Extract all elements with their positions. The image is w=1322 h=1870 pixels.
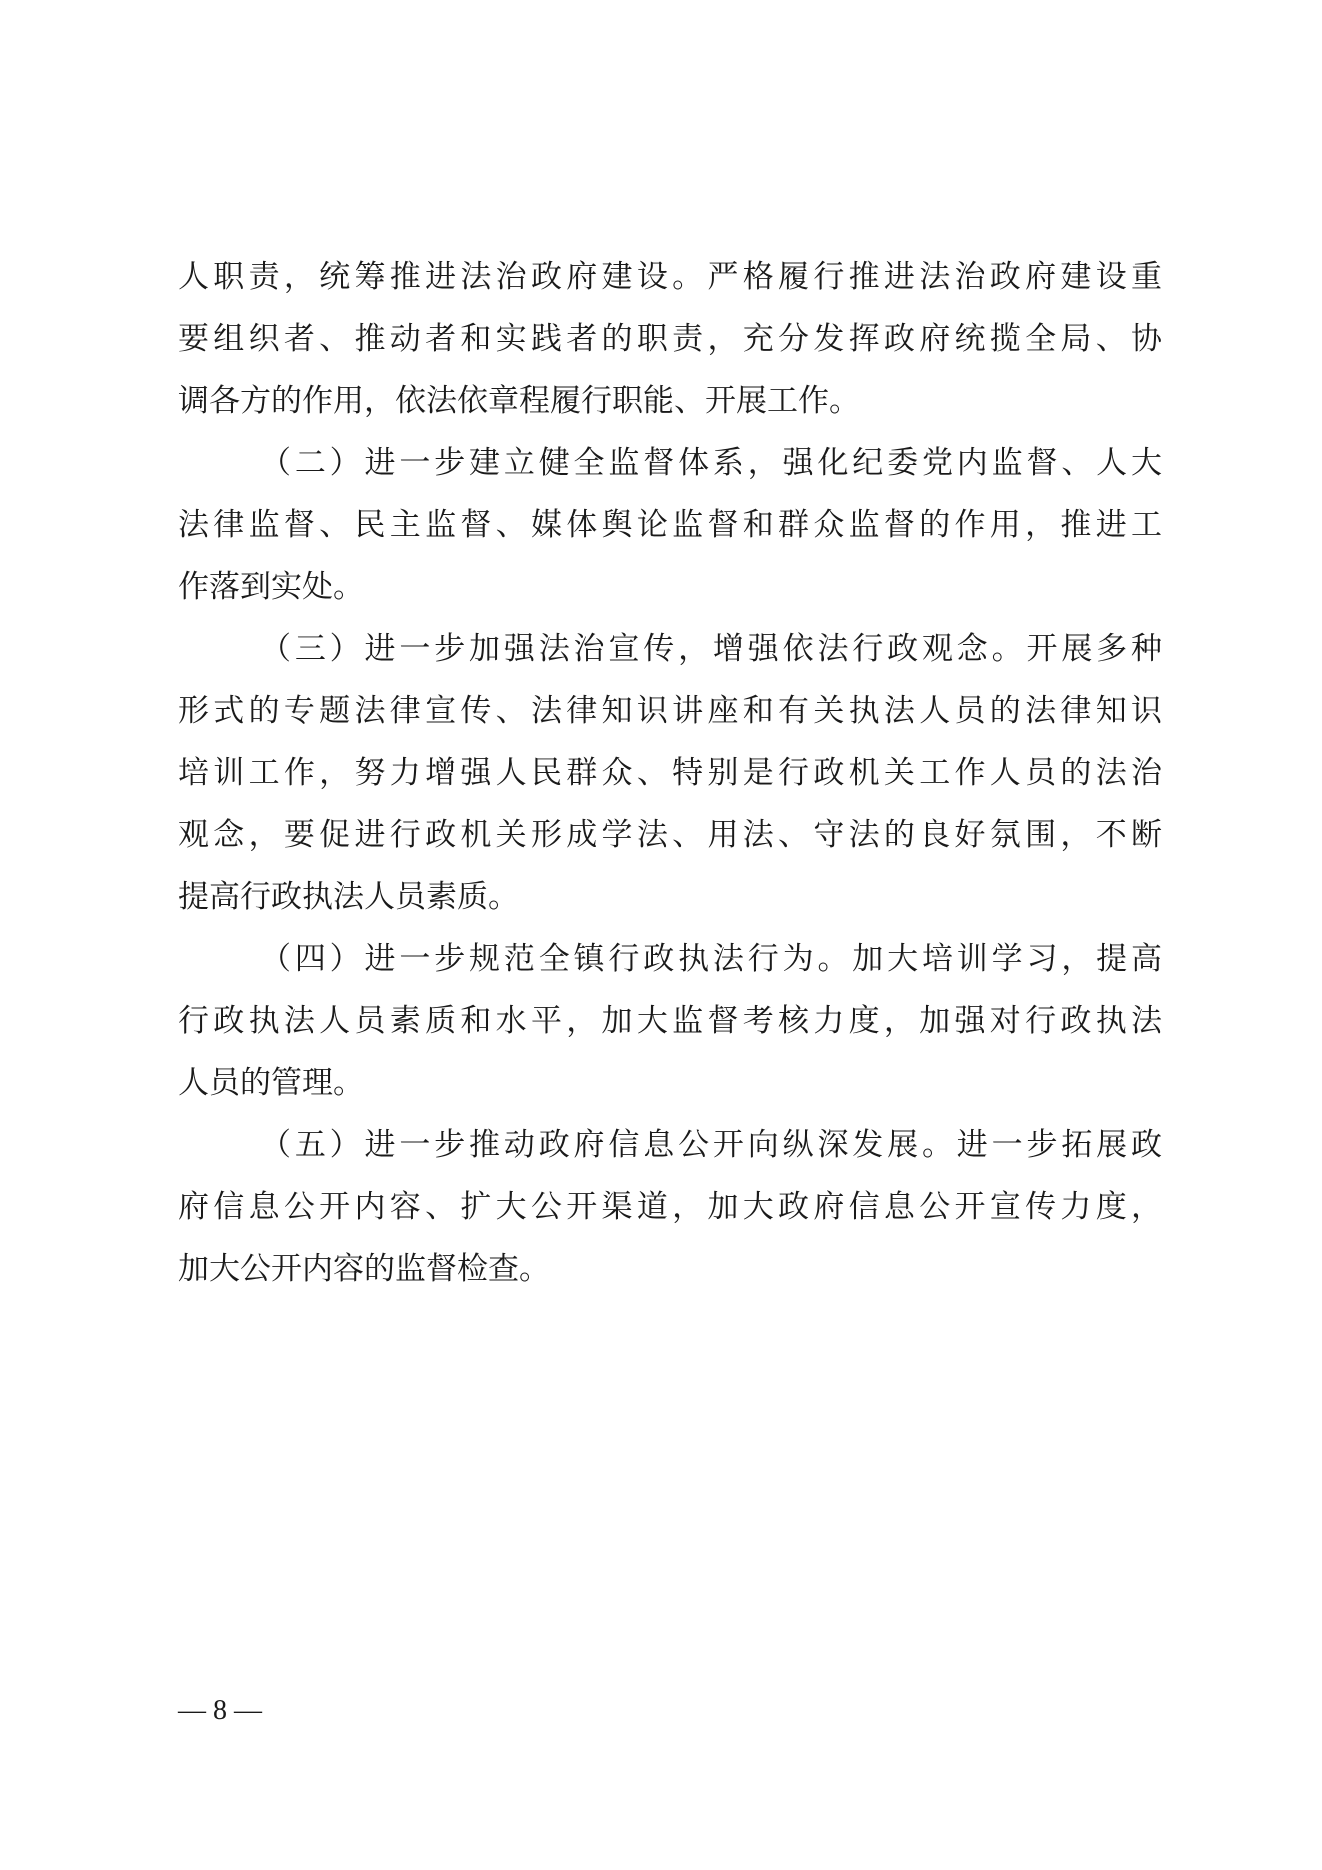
text-line: 法律监督、民主监督、媒体舆论监督和群众监督的作用，推进工: [178, 507, 1162, 543]
text-line: 府信息公开内容、扩大公开渠道，加大政府信息公开宣传力度，: [178, 1189, 1162, 1225]
text-line: 形式的专题法律宣传、法律知识讲座和有关执法人员的法律知识: [178, 693, 1162, 729]
text-line: 加大公开内容的监督检查。: [178, 1251, 550, 1287]
text-line: 培训工作，努力增强人民群众、特别是行政机关工作人员的法治: [178, 755, 1162, 791]
text-line: （三）进一步加强法治宣传，增强依法行政观念。开展多种: [260, 631, 1162, 667]
paragraph-5: [178, 1114, 1162, 1300]
paragraph-4: [178, 928, 1162, 1114]
page-number: — 8 —: [178, 1695, 262, 1726]
text-line: （二）进一步建立健全监督体系，强化纪委党内监督、人大: [260, 445, 1162, 481]
paragraph-3: [178, 618, 1162, 928]
paragraph-2: [178, 432, 1162, 618]
text-line: （五）进一步推动政府信息公开向纵深发展。进一步拓展政: [260, 1127, 1162, 1163]
paragraph-1: [178, 246, 1162, 432]
text-line: 提高行政执法人员素质。: [178, 879, 519, 915]
text-line: 作落到实处。: [178, 569, 364, 605]
text-line: 人职责，统筹推进法治政府建设。严格履行推进法治政府建设重: [178, 259, 1162, 295]
text-line: （四）进一步规范全镇行政执法行为。加大培训学习，提高: [260, 941, 1162, 977]
text-line: 人员的管理。: [178, 1065, 364, 1101]
text-line: 观念，要促进行政机关形成学法、用法、守法的良好氛围，不断: [178, 817, 1162, 853]
body-text: [178, 246, 1162, 1300]
text-line: 行政执法人员素质和水平，加大监督考核力度，加强对行政执法: [178, 1003, 1162, 1039]
text-line: 要组织者、推动者和实践者的职责，充分发挥政府统揽全局、协: [178, 321, 1162, 357]
text-line: 调各方的作用，依法依章程履行职能、开展工作。: [178, 383, 860, 419]
